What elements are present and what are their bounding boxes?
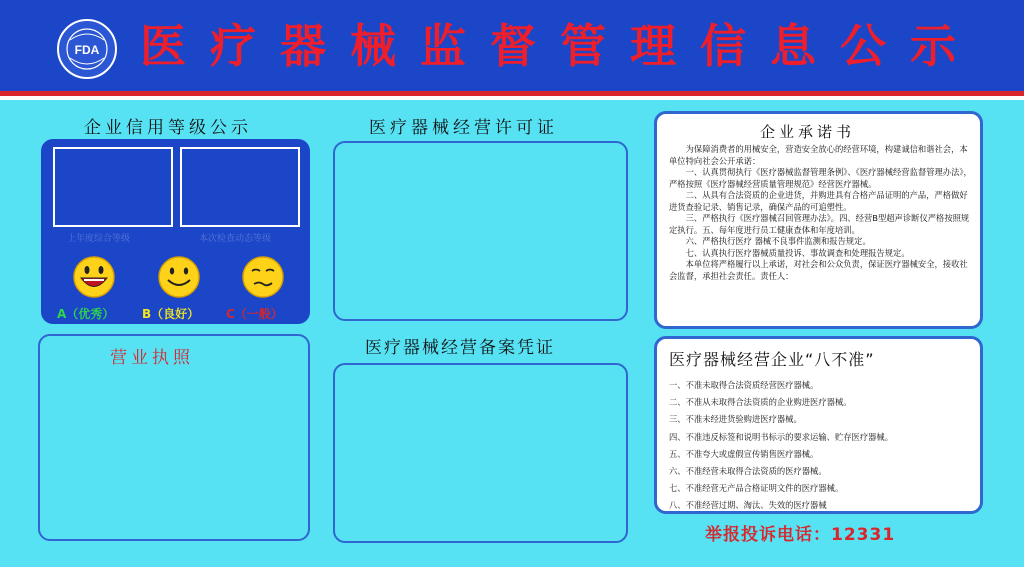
filing-certificate-title: 医疗器械经营备案凭证 bbox=[365, 338, 555, 358]
rule-item: 一、不准未取得合法资质经营医疗器械。 bbox=[669, 380, 819, 390]
logo-text: FDA bbox=[74, 43, 100, 57]
operation-license-frame bbox=[333, 141, 628, 321]
commitment-body bbox=[669, 144, 974, 282]
laughing-face-icon bbox=[72, 255, 116, 299]
rule-item: 六、不准经营未取得合法资质的医疗器械。 bbox=[669, 466, 827, 477]
last-year-grade-box bbox=[53, 147, 173, 227]
operation-license-title: 医疗器械经营许可证 bbox=[369, 118, 558, 138]
commitment-paragraph: 为保障消费者的用械安全，营造安全放心的经营环境，构建诚信和谐社会，本单位特向社会公开承诺： bbox=[669, 144, 968, 166]
complaint-hotline: 举报投诉电话：12331 bbox=[705, 525, 896, 545]
rule-item: 四、不准违反标签和说明书标示的要求运输、贮存医疗器械。 bbox=[669, 431, 894, 442]
rule-item: 五、不准夸大或虚假宣传销售医疗器械。 bbox=[669, 448, 819, 459]
commitment-paragraph: 三、严格执行《医疗器械召回管理办法》。四、经营B型超声诊断仪严格按照规定执行。五、每年度进行员工健康查体和年度培训。 bbox=[669, 213, 970, 235]
commitment-paragraph: 二、从具有合法资质的企业进货，并购进具有合格产品证明的产品，严格做好进货查验记录、销售记录，确保产品的可追塑性。 bbox=[669, 190, 968, 212]
rule-item: 三、不准未经进货验购进医疗器械。 bbox=[669, 414, 802, 425]
credit-rating-panel bbox=[41, 139, 310, 324]
grade-c-label: C（一般） bbox=[226, 307, 283, 321]
business-license-title: 营业执照 bbox=[110, 348, 194, 368]
page-title: 医疗器械监督管理信息公示 bbox=[140, 19, 980, 73]
rule-item: 七、不准经营无产品合格证明文件的医疗器械。 bbox=[669, 483, 844, 494]
neutral-face-icon bbox=[241, 255, 285, 299]
current-grade-caption: 本次检查动态等级 bbox=[199, 234, 272, 244]
fda-logo-icon bbox=[56, 18, 118, 80]
current-grade-box bbox=[180, 147, 300, 227]
filing-certificate-frame bbox=[333, 363, 628, 543]
grade-b-label: B（良好） bbox=[142, 307, 200, 321]
commitment-paragraph: 七、认真执行医疗器械质量投诉、事故调查和处理报告规定。 bbox=[685, 247, 910, 258]
commitment-paragraph: 本单位将严格履行以上承诺，对社会和公众负责，保证医疗器械安全，接收社会监督，承担社会责任。责任人： bbox=[669, 259, 968, 281]
header-white-stripe bbox=[0, 96, 1024, 100]
commitment-paragraph: 一、认真贯彻执行《医疗器械监督管理条例》、《医疗器械经营监督管理办法》，严格按照《医疗器械经营质量管理规范》经营医疗器械。 bbox=[669, 167, 972, 189]
last-year-grade-caption: 上年度综合等级 bbox=[67, 234, 131, 244]
smiling-face-icon bbox=[157, 255, 201, 299]
commitment-panel bbox=[654, 111, 983, 329]
eight-rules-list bbox=[669, 377, 893, 515]
eight-rules-panel bbox=[654, 336, 983, 514]
commitment-paragraph: 六、严格执行医疗 器械不良事件监测和报告规定。 bbox=[685, 236, 871, 246]
grade-a-label: A（优秀） bbox=[57, 307, 115, 321]
rule-item: 二、不准从未取得合法资质的企业购进医疗器械。 bbox=[669, 397, 852, 408]
commitment-title: 企业承诺书 bbox=[760, 123, 856, 141]
credit-rating-title: 企业信用等级公示 bbox=[84, 118, 252, 138]
rule-item: 八、不准经营过期、淘汰、失效的医疗器械 bbox=[669, 500, 827, 511]
eight-rules-title: 医疗器械经营企业“八不准” bbox=[669, 350, 875, 369]
